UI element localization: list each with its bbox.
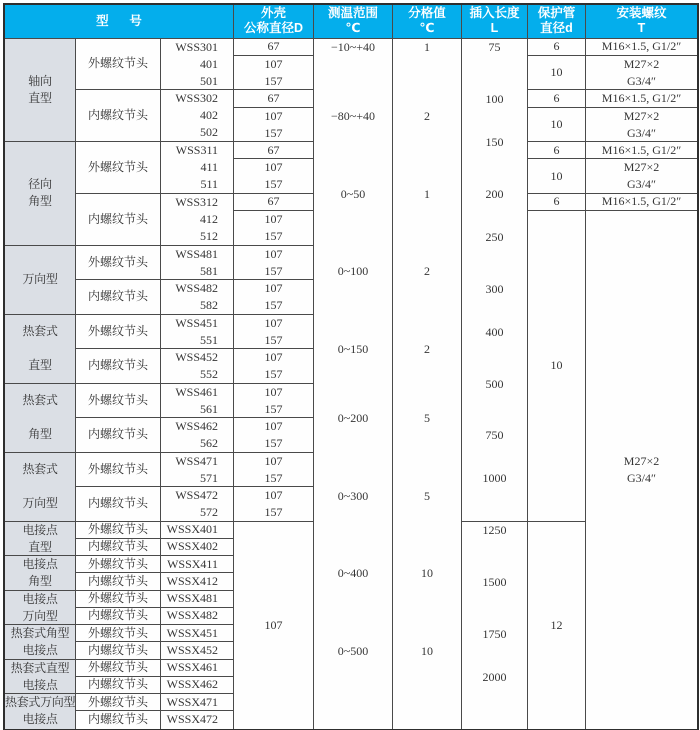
model-cell <box>161 711 234 728</box>
cell-line: 热套式 <box>22 462 58 476</box>
joint-cell <box>76 487 161 522</box>
temp-range-value: 0~50 <box>340 186 366 201</box>
shell-dia-cell <box>234 39 314 56</box>
model-cell <box>161 280 234 315</box>
scale-division-value: 5 <box>424 488 430 503</box>
temp-range-value: 0~200 <box>337 411 369 425</box>
cell-line: WSSX472 <box>166 712 218 727</box>
scale-division-value: 2 <box>424 109 430 124</box>
model-cell <box>161 487 234 522</box>
insert-length-value: 150 <box>485 135 504 149</box>
shell-dia-cell <box>234 90 314 107</box>
cell-line: 67 <box>267 90 280 105</box>
joint-cell <box>76 539 161 556</box>
cell-line: 外螺纹节头 <box>87 694 148 709</box>
insert-length-value: 75 <box>488 40 501 55</box>
model-cell <box>161 694 234 711</box>
cell-line: 157 <box>264 263 283 278</box>
mount-thread-cell <box>586 211 697 729</box>
cell-line: 6 <box>553 194 560 209</box>
cell-line: 角型 <box>28 574 52 588</box>
cell-line: 内螺纹节头 <box>87 712 148 727</box>
joint-cell <box>76 522 161 539</box>
joint-cell <box>76 711 161 728</box>
mount-thread-cell <box>586 56 697 91</box>
cell-line: 511 <box>200 177 218 191</box>
joint-cell <box>76 625 161 642</box>
header-mount-thread <box>586 5 697 39</box>
cell-line: G3/4″ <box>627 470 656 485</box>
cell-line: 外螺纹节头 <box>87 56 148 71</box>
protect-dia-cell <box>528 522 586 729</box>
model-cell <box>161 142 234 194</box>
model-cell <box>161 573 234 590</box>
model-cell <box>161 556 234 573</box>
cell-line: G3/4″ <box>627 125 656 140</box>
cell-line: M16×1.5, G1/2″ <box>601 39 682 54</box>
cell-line: 501 <box>200 73 218 88</box>
mount-thread-cell <box>586 194 697 211</box>
cell-line: 107 <box>264 160 283 175</box>
type-cell <box>5 625 76 660</box>
cell-line: 内螺纹节头 <box>87 573 148 588</box>
cell-line: 电接点 <box>22 557 58 571</box>
cell-line: 107 <box>264 419 283 433</box>
cell-line: 562 <box>200 436 218 450</box>
model-cell <box>161 39 234 91</box>
type-cell <box>5 522 76 557</box>
cell-line: WSS302 <box>175 91 218 106</box>
model-cell <box>161 418 234 453</box>
header-insert-length <box>462 5 528 39</box>
joint-cell <box>76 573 161 590</box>
mount-thread-cell <box>586 39 697 56</box>
cell-line: 电接点 <box>22 712 58 727</box>
insert-length-value: 1750 <box>482 626 507 641</box>
shell-dia-cell <box>234 349 314 384</box>
cell-line: WSSX452 <box>166 642 218 657</box>
protect-dia-cell <box>528 211 586 522</box>
joint-cell <box>76 677 161 694</box>
cell-line: 67 <box>267 39 280 54</box>
model-cell <box>161 384 234 419</box>
insert-length-value: 750 <box>485 428 504 443</box>
cell-line: 电接点 <box>22 591 58 606</box>
cell-line: 157 <box>264 470 283 485</box>
cell-line: 内螺纹节头 <box>87 496 148 511</box>
type-cell <box>5 694 76 729</box>
cell-line: 107 <box>264 56 283 71</box>
cell-line: 电接点 <box>22 677 58 692</box>
cell-line: 6 <box>553 142 560 157</box>
joint-cell <box>76 418 161 453</box>
protect-dia-cell <box>528 90 586 107</box>
cell-line: 10 <box>550 358 563 373</box>
cell-line: 万向型 <box>22 272 58 286</box>
scale-division-value: 1 <box>424 186 430 201</box>
header-label: 直径d <box>540 21 573 36</box>
cell-line: 561 <box>200 401 218 416</box>
header-label: 插入长度 <box>469 6 520 21</box>
shell-dia-cell <box>234 56 314 91</box>
protect-dia-cell <box>528 159 586 194</box>
cell-line: WSS481 <box>175 246 218 261</box>
cell-line: 157 <box>264 436 283 450</box>
cell-line: 551 <box>200 332 218 347</box>
cell-line: 412 <box>200 211 218 226</box>
cell-line: 热套式 <box>22 393 58 407</box>
insert-length-value: 400 <box>485 324 504 339</box>
joint-cell <box>76 142 161 194</box>
insert-length-value: 1250 <box>482 523 507 538</box>
cell-line: WSS311 <box>175 143 218 157</box>
scale-division-value: 10 <box>421 643 433 658</box>
cell-line: WSSX471 <box>166 694 218 709</box>
joint-cell <box>76 315 161 350</box>
joint-cell <box>76 39 161 91</box>
type-cell <box>5 39 76 143</box>
cell-line: M27×2 <box>623 453 660 468</box>
cell-line: WSS461 <box>175 384 218 399</box>
cell-line: 512 <box>200 228 218 243</box>
cell-line: 外螺纹节头 <box>87 254 148 269</box>
cell-line: 热套式直型 <box>10 660 70 675</box>
cell-line: 直型 <box>28 539 52 554</box>
cell-line: M27×2 <box>623 56 660 71</box>
cell-line: 内螺纹节头 <box>87 211 148 226</box>
cell-line: 107 <box>264 281 283 295</box>
scale-division-value: 5 <box>424 411 430 425</box>
cell-line: 外螺纹节头 <box>87 556 148 571</box>
insert-length-value: 250 <box>485 229 504 244</box>
cell-line: 万向型 <box>22 496 58 510</box>
header-label: 安装螺纹 <box>616 6 667 21</box>
insert-length-value: 500 <box>485 376 504 391</box>
cell-line: 157 <box>264 367 283 381</box>
cell-line: WSS462 <box>175 419 218 433</box>
shell-dia-cell <box>234 211 314 246</box>
cell-line: 内螺纹节头 <box>87 358 148 373</box>
cell-line: 411 <box>200 160 218 174</box>
cell-line: 107 <box>264 350 283 364</box>
cell-line: 外螺纹节头 <box>87 522 148 537</box>
joint-cell <box>76 556 161 573</box>
model-cell <box>161 625 234 642</box>
cell-line: 107 <box>264 384 283 399</box>
cell-line: 内螺纹节头 <box>87 289 148 304</box>
type-cell <box>5 556 76 591</box>
joint-cell <box>76 453 161 488</box>
cell-line: M27×2 <box>623 160 660 175</box>
temp-range-column <box>314 39 393 729</box>
protect-dia-cell <box>528 56 586 91</box>
header-label: 型 号 <box>96 13 142 28</box>
cell-line: 外螺纹节头 <box>87 159 148 174</box>
cell-line: 外螺纹节头 <box>87 323 148 338</box>
joint-cell <box>76 349 161 384</box>
shell-dia-cell <box>234 108 314 143</box>
cell-line: WSS451 <box>175 315 218 330</box>
joint-cell <box>76 642 161 659</box>
model-cell <box>161 349 234 384</box>
cell-line: 157 <box>264 401 283 416</box>
insert-length-column <box>462 522 528 729</box>
temp-range-value: 0~300 <box>337 488 369 503</box>
header-scale-division <box>393 5 462 39</box>
cell-line: M16×1.5, G1/2″ <box>601 90 682 105</box>
header-shell-diameter <box>234 5 314 39</box>
cell-line: WSS452 <box>175 350 218 364</box>
shell-dia-cell <box>234 142 314 159</box>
cell-line: 电接点 <box>22 522 58 537</box>
cell-line: M16×1.5, G1/2″ <box>601 194 682 209</box>
cell-line: 67 <box>267 194 280 209</box>
cell-line: 157 <box>264 177 283 192</box>
cell-line: WSSX461 <box>166 660 218 675</box>
header-label: 外壳 <box>260 6 286 21</box>
mount-thread-cell <box>586 142 697 159</box>
cell-line: 157 <box>264 298 283 312</box>
cell-line: 万向型 <box>22 608 58 623</box>
cell-line: 电接点 <box>22 643 58 657</box>
insert-length-value: 1000 <box>482 471 507 486</box>
scale-division-column <box>393 39 462 729</box>
insert-length-value: 1500 <box>482 574 507 589</box>
cell-line: 10 <box>550 65 563 79</box>
cell-line: 157 <box>264 229 283 243</box>
joint-cell <box>76 591 161 608</box>
cell-line: 502 <box>200 125 218 140</box>
cell-line: 107 <box>264 108 283 123</box>
cell-line: 径向 <box>28 177 52 192</box>
shell-dia-cell <box>234 246 314 281</box>
model-cell <box>161 90 234 142</box>
temp-range-value: −10~+40 <box>330 40 376 55</box>
header-label: T <box>637 21 646 36</box>
header-label: 公称直径D <box>243 21 304 36</box>
cell-line: 热套式 <box>22 324 58 338</box>
cell-line: 582 <box>200 298 218 312</box>
cell-line: WSS482 <box>175 281 218 295</box>
cell-line: 572 <box>200 505 218 519</box>
shell-dia-cell <box>234 522 314 729</box>
shell-dia-cell <box>234 159 314 194</box>
cell-line: WSSX462 <box>166 677 218 692</box>
cell-line: 热套式角型 <box>10 626 70 640</box>
joint-cell <box>76 90 161 142</box>
model-cell <box>161 677 234 694</box>
cell-line: WSSX481 <box>166 591 218 606</box>
header-label: ℃ <box>345 21 361 36</box>
header-label: 保护管 <box>537 6 576 21</box>
cell-line: 157 <box>264 332 283 347</box>
model-cell <box>161 642 234 659</box>
cell-line: 外螺纹节头 <box>87 461 148 476</box>
header-model <box>5 5 234 39</box>
cell-line: 10 <box>550 168 563 183</box>
cell-line: 107 <box>264 212 283 226</box>
header-protect-tube <box>528 5 586 39</box>
protect-dia-cell <box>528 142 586 159</box>
cell-line: 外螺纹节头 <box>87 660 148 675</box>
mount-thread-cell <box>586 108 697 143</box>
cell-line: 401 <box>200 56 218 71</box>
cell-line: 内螺纹节头 <box>87 608 148 623</box>
cell-line: WSSX482 <box>166 608 218 623</box>
type-cell <box>5 591 76 626</box>
temp-range-value: −80~+40 <box>330 109 376 124</box>
cell-line: 热套式万向型 <box>5 695 76 710</box>
cell-line: WSSX401 <box>166 522 218 537</box>
insert-length-value: 300 <box>485 281 504 296</box>
insert-length-column <box>462 39 528 522</box>
cell-line: 107 <box>264 246 283 261</box>
cell-line: 角型 <box>28 194 52 209</box>
insert-length-value: 2000 <box>482 669 507 684</box>
model-cell <box>161 194 234 246</box>
cell-line: 571 <box>200 470 218 485</box>
cell-line: 轴向 <box>28 73 52 88</box>
cell-line: 内螺纹节头 <box>87 677 148 692</box>
cell-line: 157 <box>264 73 283 88</box>
cell-line: 内螺纹节头 <box>87 642 148 657</box>
cell-line: 6 <box>553 90 560 105</box>
shell-dia-cell <box>234 280 314 315</box>
joint-cell <box>76 384 161 419</box>
cell-line: G3/4″ <box>627 177 656 192</box>
shell-dia-cell <box>234 384 314 419</box>
joint-cell <box>76 246 161 281</box>
spec-table <box>3 3 699 730</box>
cell-line: 107 <box>264 453 283 468</box>
cell-line: WSSX411 <box>167 556 218 571</box>
cell-line: M27×2 <box>623 108 660 123</box>
model-cell <box>161 608 234 625</box>
cell-line: 内螺纹节头 <box>87 427 148 442</box>
model-cell <box>161 522 234 539</box>
joint-cell <box>76 660 161 677</box>
model-cell <box>161 591 234 608</box>
type-cell <box>5 660 76 695</box>
cell-line: 107 <box>264 315 283 330</box>
model-cell <box>161 246 234 281</box>
shell-dia-cell <box>234 315 314 350</box>
mount-thread-cell <box>586 159 697 194</box>
header-temp-range <box>314 5 393 39</box>
cell-line: 内螺纹节头 <box>87 108 148 123</box>
joint-cell <box>76 280 161 315</box>
cell-line: WSS472 <box>175 488 218 502</box>
type-cell <box>5 246 76 315</box>
cell-line: M16×1.5, G1/2″ <box>601 142 682 157</box>
shell-dia-cell <box>234 194 314 211</box>
header-label: 测温范围 <box>327 6 378 21</box>
cell-line: 直型 <box>28 358 52 372</box>
shell-dia-cell <box>234 453 314 488</box>
shell-dia-cell <box>234 487 314 522</box>
cell-line: 107 <box>264 488 283 502</box>
cell-line: 6 <box>553 39 560 54</box>
scale-division-value: 10 <box>421 566 433 581</box>
model-cell <box>161 539 234 556</box>
model-cell <box>161 315 234 350</box>
joint-cell <box>76 694 161 711</box>
cell-line: WSSX402 <box>166 539 218 554</box>
cell-line: WSS471 <box>175 453 218 468</box>
cell-line: 直型 <box>28 90 52 105</box>
cell-line: WSS312 <box>175 194 218 209</box>
cell-line: 外螺纹节头 <box>87 625 148 640</box>
type-cell <box>5 315 76 384</box>
scale-division-value: 1 <box>424 40 430 55</box>
header-label: L <box>490 21 499 36</box>
cell-line: 552 <box>200 367 218 381</box>
insert-length-value: 200 <box>485 186 504 201</box>
scale-division-value: 2 <box>424 342 430 356</box>
model-cell <box>161 453 234 488</box>
protect-dia-cell <box>528 39 586 56</box>
type-cell <box>5 142 76 246</box>
cell-line: 角型 <box>28 427 52 441</box>
cell-line: 67 <box>267 142 280 157</box>
protect-dia-cell <box>528 108 586 143</box>
model-cell <box>161 660 234 677</box>
insert-length-value: 100 <box>485 91 504 106</box>
cell-line: 10 <box>550 116 563 131</box>
cell-line: WSSX451 <box>166 625 218 640</box>
temp-range-value: 0~100 <box>337 264 369 279</box>
type-cell <box>5 384 76 453</box>
protect-dia-cell <box>528 194 586 211</box>
joint-cell <box>76 608 161 625</box>
cell-line: 12 <box>550 617 563 632</box>
cell-line: 157 <box>264 505 283 519</box>
cell-line: G3/4″ <box>627 73 656 88</box>
mount-thread-cell <box>586 90 697 107</box>
cell-line: WSSX412 <box>166 573 218 588</box>
temp-range-value: 0~400 <box>337 566 369 581</box>
type-cell <box>5 453 76 522</box>
scale-division-value: 2 <box>424 264 430 279</box>
joint-cell <box>76 194 161 246</box>
cell-line: 157 <box>264 125 283 140</box>
temp-range-value: 0~500 <box>337 643 369 658</box>
header-label: 分格值 <box>408 6 446 21</box>
temp-range-value: 0~150 <box>337 342 369 356</box>
cell-line: 107 <box>264 617 283 632</box>
cell-line: 402 <box>200 108 218 123</box>
cell-line: 581 <box>200 263 218 278</box>
header-label: ℃ <box>419 21 435 36</box>
shell-dia-cell <box>234 418 314 453</box>
cell-line: 内螺纹节头 <box>87 539 148 554</box>
cell-line: 外螺纹节头 <box>87 591 148 606</box>
cell-line: WSS301 <box>175 39 218 54</box>
cell-line: 外螺纹节头 <box>87 392 148 407</box>
